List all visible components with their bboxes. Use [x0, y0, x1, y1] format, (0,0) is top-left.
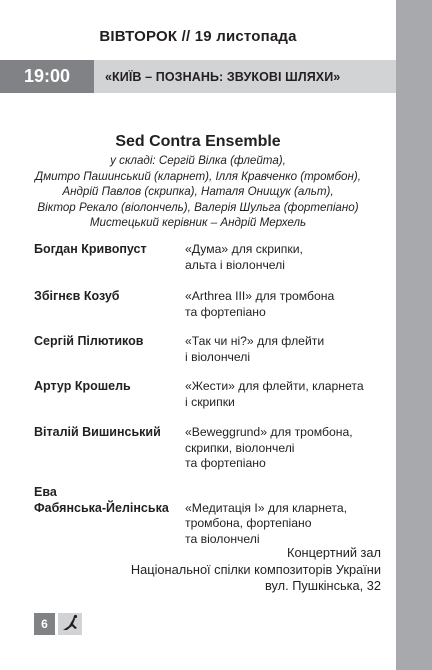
ensemble-name: Sed Contra Ensemble	[115, 133, 281, 150]
page-number: 6	[34, 613, 55, 635]
lineup-line: у складі: Сергій Вілка (флейта),	[110, 154, 286, 167]
work-title	[185, 501, 375, 548]
work-line: і скрипки	[185, 394, 235, 409]
day-name: ВІВТОРОК	[99, 28, 178, 45]
composer-line: Збігнєв Козуб	[34, 289, 120, 303]
composer-line: Віталій Вишинський	[34, 425, 161, 439]
ensemble-lineup	[0, 153, 396, 231]
work-line: та фортепіано	[185, 304, 266, 319]
work-line: «Arthrea III» для тромбона	[185, 289, 335, 303]
composer-name	[34, 289, 120, 305]
work-line: альта і віолончелі	[185, 257, 285, 272]
work-line: скрипки, віолончелі	[185, 440, 295, 455]
day-header	[0, 28, 396, 45]
dancer-logo-icon	[58, 613, 82, 635]
lineup-line: Андрій Павлов (скрипка), Наталя Онищук (альт),	[62, 185, 334, 198]
event-title: «КИЇВ – ПОЗНАНЬ: ЗВУКОВІ ШЛЯХИ»	[105, 69, 341, 84]
work-line: та фортепіано	[185, 456, 266, 470]
work-title	[185, 242, 375, 273]
composer-name	[34, 242, 147, 258]
work-line: «Beweggrund» для тромбона,	[185, 425, 353, 439]
work-line: «Жести» для флейти, кларнета	[185, 379, 364, 393]
lineup-line: Дмитро Пашинський (кларнет), Ілля Кравченко (тромбон),	[35, 169, 361, 183]
work-line: і віолончелі	[185, 349, 251, 364]
ensemble-block	[0, 133, 396, 231]
side-bar	[396, 0, 432, 670]
venue-organization: Національної спілки композиторів України	[130, 561, 381, 577]
event-date: 19 листопада	[194, 28, 297, 45]
work-line: тромбона, фортепіано	[185, 516, 312, 530]
composer-name	[34, 485, 169, 516]
artistic-director: Мистецький керівник – Андрій Мерхель	[89, 216, 307, 229]
work-title	[185, 334, 375, 365]
event-time: 19:00	[0, 60, 94, 93]
work-title	[185, 425, 375, 472]
work-title	[185, 289, 375, 320]
work-title	[185, 379, 375, 410]
composer-name	[34, 379, 131, 395]
composer-name	[34, 425, 161, 441]
day-separator: //	[181, 28, 191, 45]
lineup-line: Віктор Рекало (віолончель), Валерія Шульга (фортепіано)	[37, 200, 359, 214]
composer-line: Фабянська-Йелінська	[34, 500, 169, 515]
composer-line: Артур Крошель	[34, 379, 131, 393]
venue-street: вул. Пушкінська, 32	[265, 578, 381, 593]
composer-line: Богдан Кривопуст	[34, 242, 147, 256]
work-line: «Так чи ні?» для флейти	[185, 334, 325, 348]
composer-line: Ева	[34, 485, 57, 499]
work-line: та віолончелі	[185, 531, 260, 546]
composer-name	[34, 334, 143, 350]
work-line: «Дума» для скрипки,	[185, 242, 303, 256]
composer-line: Сергій Пілютиков	[34, 334, 144, 348]
work-line: «Медитація І» для кларнета,	[185, 500, 348, 515]
venue-address	[131, 545, 381, 595]
venue-hall: Концертний зал	[286, 545, 381, 560]
